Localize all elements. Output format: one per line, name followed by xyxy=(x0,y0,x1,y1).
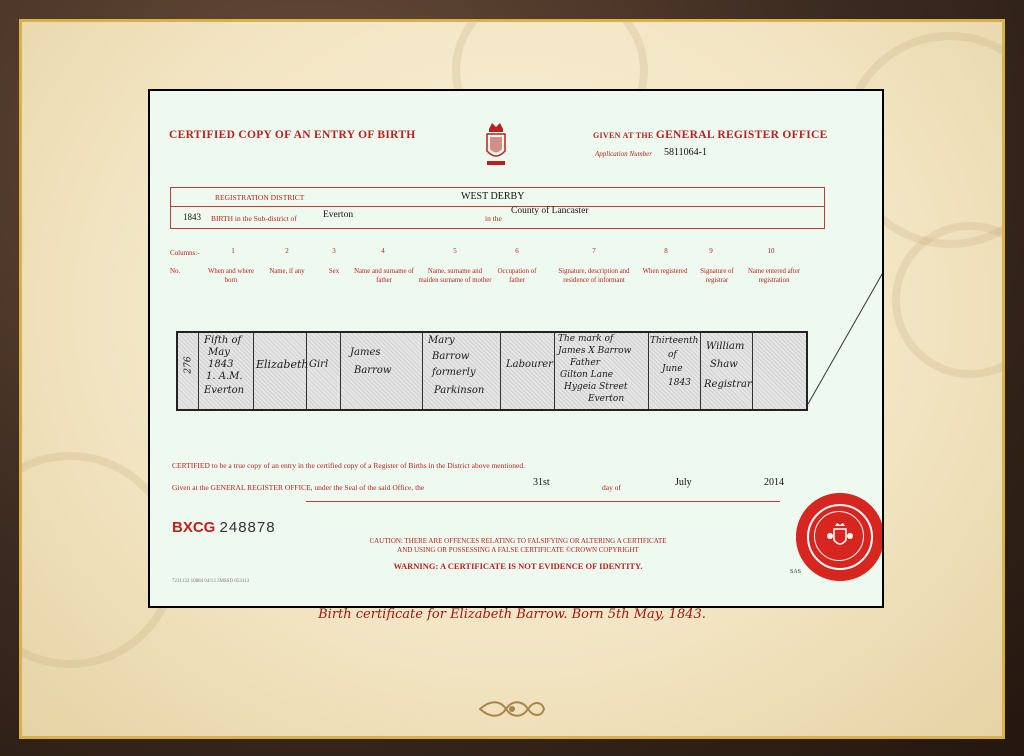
column-line xyxy=(306,333,307,409)
registered-line: Thirteenth xyxy=(650,336,699,346)
when-born-line: Everton xyxy=(204,385,245,396)
column-line xyxy=(554,333,555,409)
column-header-father: Name and surname of father xyxy=(354,268,414,284)
informant-line: The mark of xyxy=(558,334,614,344)
given-at-text: Given at the GENERAL REGISTER OFFICE, under the Seal of the said Office, the xyxy=(172,483,425,492)
birth-certificate xyxy=(148,89,884,608)
informant-line: James X Barrow xyxy=(558,346,632,356)
serial-prefix: BXCG xyxy=(172,519,216,536)
serial-digits: 248878 xyxy=(219,519,276,536)
registered-line: 1843 xyxy=(668,378,691,388)
caption: Birth certificate for Elizabeth Barrow. Born 5th May, 1843. xyxy=(318,607,706,622)
registered-line: of xyxy=(668,350,677,360)
column-number: 3 xyxy=(332,247,336,255)
caution-line: CAUTION: THERE ARE OFFENCES RELATING TO FALSIFYING OR ALTERING A CERTIFICATE xyxy=(369,537,667,545)
column-header-registrar: Signature of registrar xyxy=(700,268,734,284)
column-header-when-registered: When registered xyxy=(642,268,688,275)
column-number: 2 xyxy=(285,247,289,255)
father-line: Barrow xyxy=(354,365,392,376)
column-number: 1 xyxy=(231,247,235,255)
column-number: 5 xyxy=(453,247,457,255)
column-number: 7 xyxy=(592,247,596,255)
void-line xyxy=(800,269,884,409)
registration-district-box xyxy=(170,187,825,229)
application-number-label: Application Number xyxy=(595,150,652,158)
column-number: 9 xyxy=(709,247,713,255)
column-header-name: Name, if any xyxy=(269,268,305,275)
informant-line: Gilton Lane xyxy=(560,370,614,380)
registrar-line: William xyxy=(706,341,745,352)
registered-line: June xyxy=(662,364,683,374)
column-header-occupation: Occupation of father xyxy=(497,268,537,284)
cert-day: 31st xyxy=(533,477,550,488)
warning-text: WARNING: A CERTIFICATE IS NOT EVIDENCE OF IDENTITY. xyxy=(393,561,643,571)
column-line xyxy=(500,333,501,409)
column-header-mother: Name, surname and maiden surname of mother xyxy=(418,268,492,284)
informant-line: Father xyxy=(570,358,601,368)
column-header-name-after: Name entered after registration xyxy=(747,268,801,284)
cert-year: 2014 xyxy=(764,477,784,488)
caution-text xyxy=(318,537,718,555)
column-header-when-born: When and where born xyxy=(207,268,255,284)
column-line xyxy=(340,333,341,409)
column-number: 4 xyxy=(381,247,385,255)
cert-month: July xyxy=(675,477,692,488)
sas-mark: SAS xyxy=(790,569,802,575)
when-born-line: 1843 xyxy=(208,359,234,370)
royal-crest-icon xyxy=(481,121,511,171)
mother-line: Mary xyxy=(428,335,455,346)
decorative-swirl xyxy=(892,222,1005,378)
informant-line: Hygeia Street xyxy=(564,382,628,392)
child-name: Elizabeth xyxy=(256,358,309,371)
column-line xyxy=(198,333,199,409)
column-line xyxy=(422,333,423,409)
given-at-office: GENERAL REGISTER OFFICE xyxy=(655,129,828,141)
given-at-prefix: GIVEN AT THE xyxy=(593,131,654,140)
mother-line: formerly xyxy=(432,367,476,378)
registrar-line: Registrar xyxy=(704,379,752,390)
year: 1843 xyxy=(183,212,201,222)
day-of-label: day of xyxy=(602,483,621,492)
father-occupation: Labourer xyxy=(506,359,553,370)
birth-in-label: BIRTH in the Sub-district of xyxy=(211,214,297,223)
caution-line: AND USING OR POSSESSING A FALSE CERTIFICATE ©CROWN COPYRIGHT xyxy=(397,546,639,554)
columns-label: Columns:- xyxy=(170,249,200,257)
mother-line: Barrow xyxy=(432,351,470,362)
general-register-office-seal xyxy=(796,493,884,581)
scroll-ornament-icon xyxy=(476,698,548,720)
application-number: 5811064-1 xyxy=(664,147,707,158)
column-line xyxy=(253,333,254,409)
subdistrict: Everton xyxy=(323,210,354,220)
divider xyxy=(171,206,824,207)
column-line xyxy=(700,333,701,409)
registration-district: WEST DERBY xyxy=(461,191,525,202)
certified-text: CERTIFIED to be a true copy of an entry in the certified copy of a Register of Births in the District above mentioned. xyxy=(172,461,525,470)
column-line xyxy=(752,333,753,409)
footer-code: 7231132 10884 04/13 3MSSD 053113 xyxy=(172,579,250,584)
informant-line: Everton xyxy=(588,394,625,404)
registration-district-label: REGISTRATION DISTRICT xyxy=(215,193,305,202)
when-born-line: May xyxy=(208,347,230,358)
column-header-informant: Signature, description and residence of informant xyxy=(558,268,630,284)
when-born-line: Fifth of xyxy=(204,335,242,346)
when-born-line: 1. A.M. xyxy=(206,371,243,382)
column-number: 10 xyxy=(767,247,775,255)
in-the-label: in the xyxy=(485,214,502,223)
royal-arms-icon xyxy=(825,522,855,552)
column-line xyxy=(648,333,649,409)
no-label: No. xyxy=(170,267,181,275)
child-sex: Girl xyxy=(309,359,329,370)
column-number: 8 xyxy=(664,247,668,255)
registrar-line: Shaw xyxy=(710,359,738,370)
signature-line xyxy=(306,501,780,502)
column-header-sex: Sex xyxy=(328,268,340,275)
entry-number: 276 xyxy=(183,356,194,374)
certificate-title: CERTIFIED COPY OF AN ENTRY OF BIRTH xyxy=(169,129,416,141)
county: County of Lancaster xyxy=(511,206,589,216)
serial-number xyxy=(172,519,276,536)
mother-line: Parkinson xyxy=(434,385,485,396)
column-number: 6 xyxy=(515,247,519,255)
father-line: James xyxy=(350,347,381,358)
register-entry xyxy=(176,331,808,411)
